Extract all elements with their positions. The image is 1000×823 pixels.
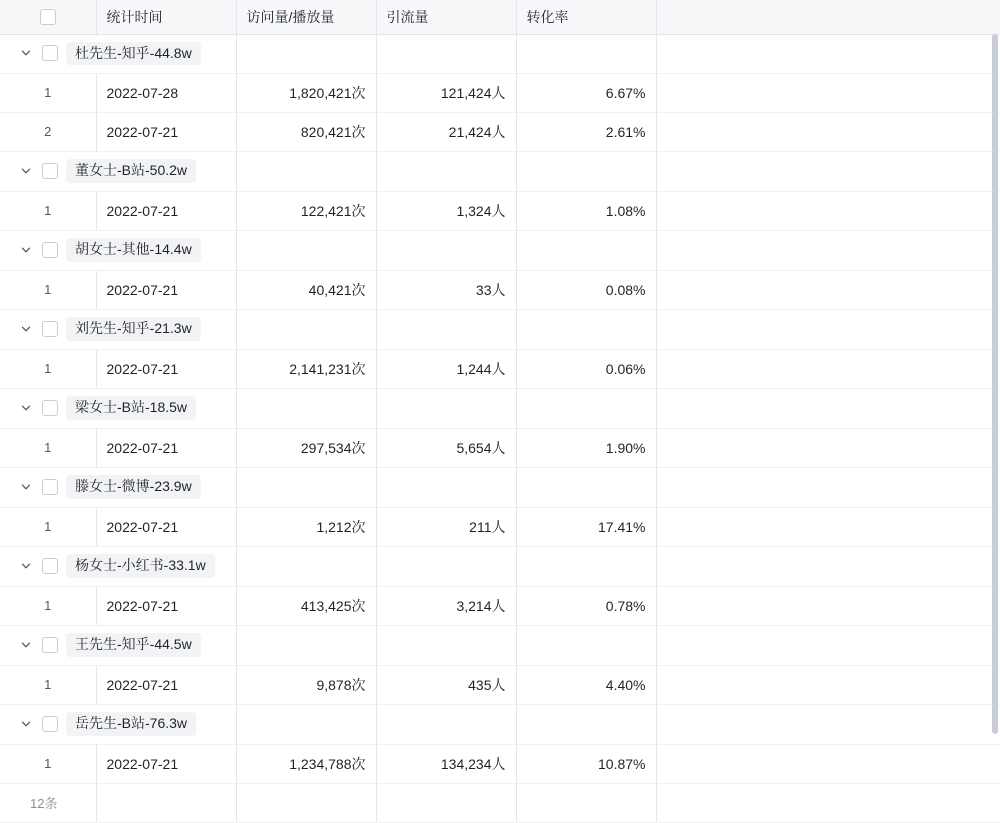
chevron-down-icon[interactable] bbox=[18, 163, 34, 179]
footer-empty-cell bbox=[376, 783, 516, 822]
group-visit-cell bbox=[236, 389, 376, 428]
footer-empty-cell bbox=[96, 783, 236, 822]
cell-traffic: 121,424人 bbox=[376, 73, 516, 112]
table-header-row bbox=[0, 0, 1000, 34]
group-tail-cell bbox=[656, 626, 1000, 665]
cell-tail bbox=[656, 270, 1000, 309]
group-rate-cell bbox=[516, 626, 656, 665]
cell-traffic: 33人 bbox=[376, 270, 516, 309]
group-inner bbox=[10, 317, 226, 341]
cell-stat-time: 2022-07-21 bbox=[96, 586, 236, 625]
group-inner bbox=[10, 712, 226, 736]
group-tail-cell bbox=[656, 547, 1000, 586]
footer-empty-cell bbox=[236, 783, 376, 822]
group-label-cell[interactable] bbox=[0, 231, 236, 270]
cell-visits: 413,425次 bbox=[236, 586, 376, 625]
header-select-all-cell bbox=[0, 0, 96, 34]
group-visit-cell bbox=[236, 626, 376, 665]
group-flow-cell bbox=[376, 626, 516, 665]
cell-visits: 820,421次 bbox=[236, 112, 376, 151]
cell-tail bbox=[656, 112, 1000, 151]
group-visit-cell bbox=[236, 468, 376, 507]
group-row[interactable] bbox=[0, 389, 1000, 428]
chevron-down-icon[interactable] bbox=[18, 321, 34, 337]
group-inner bbox=[10, 633, 226, 657]
table-row[interactable] bbox=[0, 586, 1000, 625]
group-visit-cell bbox=[236, 310, 376, 349]
group-name-tag: 刘先生-知乎-21.3w bbox=[66, 317, 201, 341]
group-checkbox[interactable] bbox=[42, 321, 58, 337]
group-label-cell[interactable] bbox=[0, 152, 236, 191]
group-inner bbox=[10, 475, 226, 499]
group-row[interactable] bbox=[0, 310, 1000, 349]
cell-tail bbox=[656, 349, 1000, 388]
group-checkbox[interactable] bbox=[42, 242, 58, 258]
cell-conversion-rate: 6.67% bbox=[516, 73, 656, 112]
group-label-cell[interactable] bbox=[0, 468, 236, 507]
group-tail-cell bbox=[656, 231, 1000, 270]
group-name-tag: 胡女士-其他-14.4w bbox=[66, 238, 201, 262]
group-checkbox[interactable] bbox=[42, 716, 58, 732]
table-row[interactable] bbox=[0, 191, 1000, 230]
group-inner bbox=[10, 159, 226, 183]
cell-stat-time: 2022-07-21 bbox=[96, 270, 236, 309]
table-row[interactable] bbox=[0, 73, 1000, 112]
group-visit-cell bbox=[236, 34, 376, 73]
scrollbar-thumb[interactable] bbox=[992, 34, 998, 734]
cell-stat-time: 2022-07-21 bbox=[96, 191, 236, 230]
table-body bbox=[0, 34, 1000, 822]
cell-visits: 40,421次 bbox=[236, 270, 376, 309]
row-index: 1 bbox=[0, 586, 96, 625]
group-label-cell[interactable] bbox=[0, 705, 236, 744]
cell-tail bbox=[656, 665, 1000, 704]
group-rate-cell bbox=[516, 310, 656, 349]
row-index: 1 bbox=[0, 744, 96, 783]
group-checkbox[interactable] bbox=[42, 400, 58, 416]
cell-conversion-rate: 0.08% bbox=[516, 270, 656, 309]
cell-conversion-rate: 2.61% bbox=[516, 112, 656, 151]
group-rate-cell bbox=[516, 231, 656, 270]
group-checkbox[interactable] bbox=[42, 479, 58, 495]
cell-tail bbox=[656, 744, 1000, 783]
table-row[interactable] bbox=[0, 507, 1000, 546]
table-row[interactable] bbox=[0, 270, 1000, 309]
vertical-scrollbar[interactable] bbox=[992, 34, 998, 776]
cell-visits: 9,878次 bbox=[236, 665, 376, 704]
cell-stat-time: 2022-07-21 bbox=[96, 349, 236, 388]
group-name-tag: 杜先生-知乎-44.8w bbox=[66, 42, 201, 66]
header-visits[interactable]: 访问量/播放量 bbox=[236, 0, 376, 34]
group-flow-cell bbox=[376, 547, 516, 586]
group-label-cell[interactable] bbox=[0, 626, 236, 665]
group-checkbox[interactable] bbox=[42, 558, 58, 574]
table-footer-row bbox=[0, 783, 1000, 822]
row-index: 1 bbox=[0, 270, 96, 309]
chevron-down-icon[interactable] bbox=[18, 716, 34, 732]
group-name-tag: 杨女士-小红书-33.1w bbox=[66, 554, 215, 578]
cell-traffic: 1,244人 bbox=[376, 349, 516, 388]
group-label-cell[interactable] bbox=[0, 34, 236, 73]
group-flow-cell bbox=[376, 231, 516, 270]
group-visit-cell bbox=[236, 547, 376, 586]
select-all-checkbox[interactable] bbox=[40, 9, 56, 25]
group-inner bbox=[10, 554, 226, 578]
group-name-tag: 滕女士-微博-23.9w bbox=[66, 475, 201, 499]
group-inner bbox=[10, 238, 226, 262]
cell-traffic: 435人 bbox=[376, 665, 516, 704]
table-row[interactable] bbox=[0, 665, 1000, 704]
cell-stat-time: 2022-07-21 bbox=[96, 665, 236, 704]
cell-stat-time: 2022-07-21 bbox=[96, 507, 236, 546]
group-flow-cell bbox=[376, 468, 516, 507]
cell-visits: 2,141,231次 bbox=[236, 349, 376, 388]
group-rate-cell bbox=[516, 152, 656, 191]
table-header bbox=[0, 0, 1000, 34]
table-row[interactable] bbox=[0, 744, 1000, 783]
group-flow-cell bbox=[376, 152, 516, 191]
cell-stat-time: 2022-07-21 bbox=[96, 744, 236, 783]
group-checkbox[interactable] bbox=[42, 163, 58, 179]
group-row[interactable] bbox=[0, 705, 1000, 744]
group-label-cell[interactable] bbox=[0, 310, 236, 349]
group-row[interactable] bbox=[0, 547, 1000, 586]
header-stat-time[interactable]: 统计时间 bbox=[96, 0, 236, 34]
group-flow-cell bbox=[376, 310, 516, 349]
group-flow-cell bbox=[376, 34, 516, 73]
chevron-down-icon[interactable] bbox=[18, 45, 34, 61]
cell-traffic: 1,324人 bbox=[376, 191, 516, 230]
group-tail-cell bbox=[656, 705, 1000, 744]
group-row[interactable] bbox=[0, 626, 1000, 665]
row-index: 1 bbox=[0, 191, 96, 230]
row-index: 1 bbox=[0, 665, 96, 704]
row-index: 2 bbox=[0, 112, 96, 151]
chevron-down-icon[interactable] bbox=[18, 242, 34, 258]
group-flow-cell bbox=[376, 705, 516, 744]
cell-traffic: 211人 bbox=[376, 507, 516, 546]
group-row[interactable] bbox=[0, 468, 1000, 507]
group-visit-cell bbox=[236, 705, 376, 744]
cell-conversion-rate: 4.40% bbox=[516, 665, 656, 704]
cell-conversion-rate: 0.78% bbox=[516, 586, 656, 625]
group-inner bbox=[10, 42, 226, 66]
cell-tail bbox=[656, 586, 1000, 625]
cell-conversion-rate: 17.41% bbox=[516, 507, 656, 546]
group-rate-cell bbox=[516, 468, 656, 507]
select-all-wrap bbox=[0, 0, 96, 34]
group-label-cell[interactable] bbox=[0, 547, 236, 586]
group-visit-cell bbox=[236, 231, 376, 270]
group-label-cell[interactable] bbox=[0, 389, 236, 428]
footer-count: 12条 bbox=[0, 783, 96, 822]
chevron-down-icon[interactable] bbox=[18, 558, 34, 574]
cell-visits: 122,421次 bbox=[236, 191, 376, 230]
cell-visits: 1,820,421次 bbox=[236, 73, 376, 112]
group-rate-cell bbox=[516, 389, 656, 428]
group-rate-cell bbox=[516, 547, 656, 586]
cell-stat-time: 2022-07-21 bbox=[96, 428, 236, 467]
group-checkbox[interactable] bbox=[42, 637, 58, 653]
cell-traffic: 134,234人 bbox=[376, 744, 516, 783]
group-name-tag: 梁女士-B站-18.5w bbox=[66, 396, 196, 420]
group-name-tag: 王先生-知乎-44.5w bbox=[66, 633, 201, 657]
header-traffic[interactable]: 引流量 bbox=[376, 0, 516, 34]
row-index: 1 bbox=[0, 507, 96, 546]
chevron-down-icon[interactable] bbox=[18, 637, 34, 653]
cell-tail bbox=[656, 428, 1000, 467]
group-tail-cell bbox=[656, 34, 1000, 73]
header-conversion-rate[interactable]: 转化率 bbox=[516, 0, 656, 34]
cell-traffic: 5,654人 bbox=[376, 428, 516, 467]
row-index: 1 bbox=[0, 73, 96, 112]
cell-traffic: 3,214人 bbox=[376, 586, 516, 625]
group-checkbox[interactable] bbox=[42, 45, 58, 61]
cell-visits: 297,534次 bbox=[236, 428, 376, 467]
group-rate-cell bbox=[516, 34, 656, 73]
cell-visits: 1,234,788次 bbox=[236, 744, 376, 783]
header-empty bbox=[656, 0, 1000, 34]
group-tail-cell bbox=[656, 389, 1000, 428]
group-name-tag: 岳先生-B站-76.3w bbox=[66, 712, 196, 736]
group-rate-cell bbox=[516, 705, 656, 744]
cell-tail bbox=[656, 191, 1000, 230]
cell-tail bbox=[656, 507, 1000, 546]
cell-stat-time: 2022-07-21 bbox=[96, 112, 236, 151]
group-row[interactable] bbox=[0, 34, 1000, 73]
cell-tail bbox=[656, 73, 1000, 112]
footer-tail-cell bbox=[656, 783, 1000, 822]
cell-conversion-rate: 1.08% bbox=[516, 191, 656, 230]
table-row[interactable] bbox=[0, 112, 1000, 151]
cell-traffic: 21,424人 bbox=[376, 112, 516, 151]
group-tail-cell bbox=[656, 152, 1000, 191]
table-row[interactable] bbox=[0, 349, 1000, 388]
group-name-tag: 董女士-B站-50.2w bbox=[66, 159, 196, 183]
chevron-down-icon[interactable] bbox=[18, 400, 34, 416]
cell-conversion-rate: 10.87% bbox=[516, 744, 656, 783]
group-tail-cell bbox=[656, 310, 1000, 349]
cell-conversion-rate: 0.06% bbox=[516, 349, 656, 388]
row-index: 1 bbox=[0, 349, 96, 388]
cell-stat-time: 2022-07-28 bbox=[96, 73, 236, 112]
group-row[interactable] bbox=[0, 152, 1000, 191]
table-row[interactable] bbox=[0, 428, 1000, 467]
footer-empty-cell bbox=[516, 783, 656, 822]
group-inner bbox=[10, 396, 226, 420]
group-visit-cell bbox=[236, 152, 376, 191]
chevron-down-icon[interactable] bbox=[18, 479, 34, 495]
group-row[interactable] bbox=[0, 231, 1000, 270]
cell-visits: 1,212次 bbox=[236, 507, 376, 546]
group-flow-cell bbox=[376, 389, 516, 428]
cell-conversion-rate: 1.90% bbox=[516, 428, 656, 467]
row-index: 1 bbox=[0, 428, 96, 467]
group-tail-cell bbox=[656, 468, 1000, 507]
